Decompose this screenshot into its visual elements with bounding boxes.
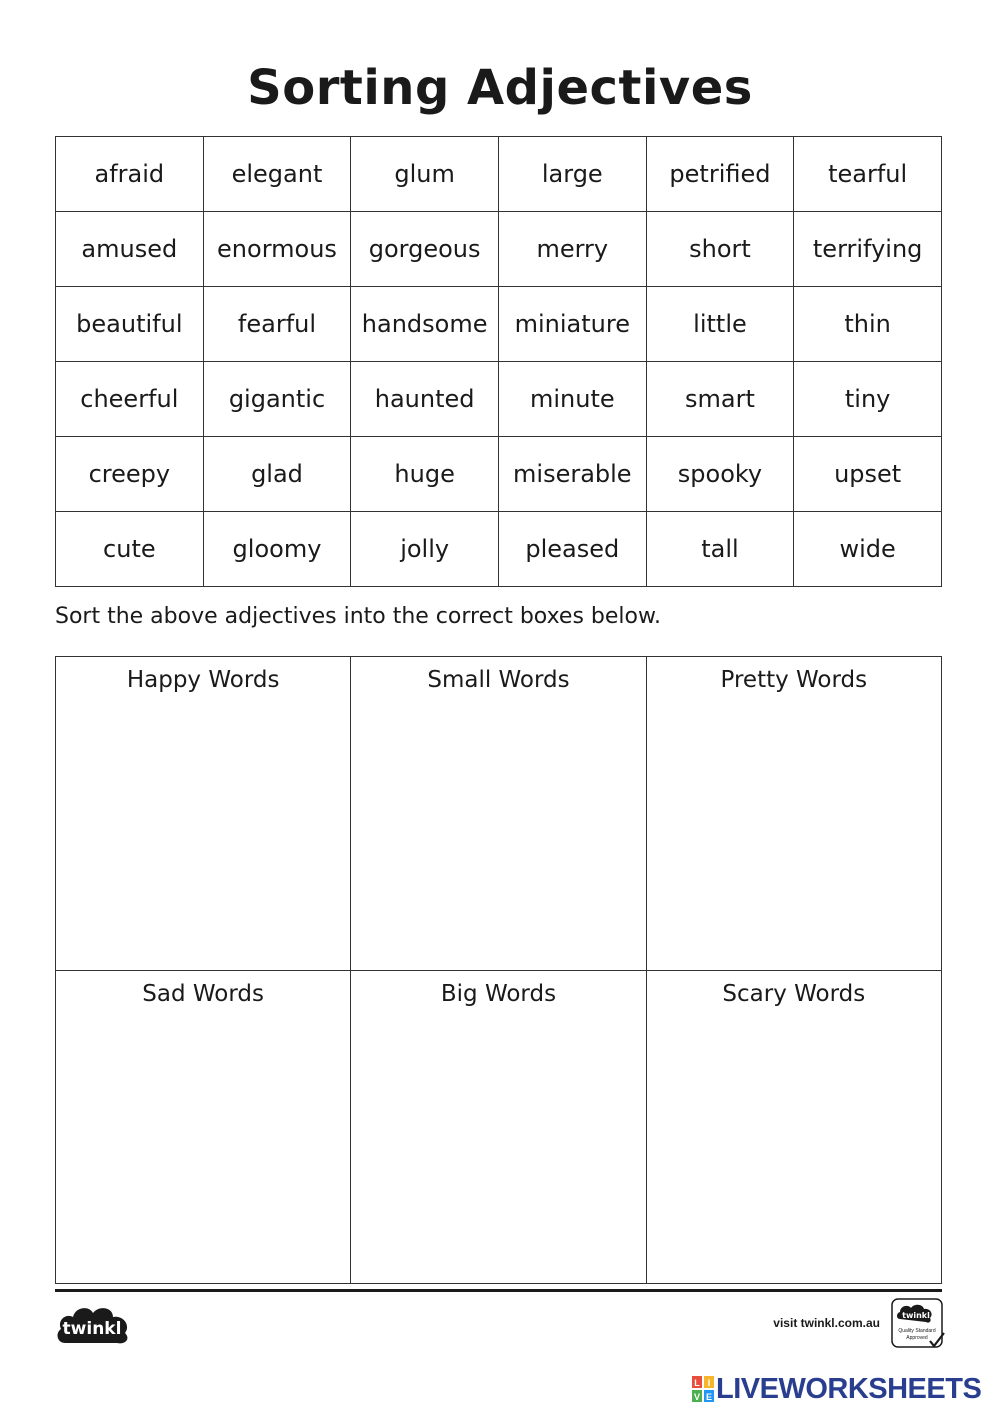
box-heading: Big Words	[440, 980, 557, 1007]
word-row	[56, 287, 942, 362]
word-cell[interactable]: miserable	[498, 437, 646, 512]
liveworksheets-wordmark: LIVEWORKSHEETS	[716, 1372, 982, 1405]
brand-mark-letter: V	[693, 1392, 701, 1402]
sort-row	[56, 970, 942, 1284]
word-cell[interactable]: cute	[56, 512, 204, 587]
twinkl-cloud-logo	[55, 1303, 131, 1347]
logo-text: twinkl	[62, 1319, 122, 1339]
badge-logo-text: twinkl	[902, 1311, 930, 1320]
word-cell[interactable]: haunted	[351, 362, 499, 437]
visit-url-text[interactable]: visit twinkl.com.au	[773, 1316, 880, 1330]
word-cell[interactable]: upset	[794, 437, 942, 512]
word-row	[56, 137, 942, 212]
pretty-words-box[interactable]	[646, 657, 941, 971]
word-row	[56, 437, 942, 512]
word-cell[interactable]: tall	[646, 512, 794, 587]
box-heading: Small Words	[427, 667, 570, 693]
word-cell[interactable]: gorgeous	[351, 212, 499, 287]
box-heading: Pretty Words	[720, 667, 868, 693]
brand-mark-letter: L	[694, 1378, 700, 1388]
word-row	[56, 512, 942, 587]
small-words-box[interactable]	[351, 657, 646, 971]
word-cell[interactable]: jolly	[351, 512, 499, 587]
word-cell[interactable]: spooky	[646, 437, 794, 512]
word-cell[interactable]: gigantic	[203, 362, 351, 437]
word-row	[56, 212, 942, 287]
word-cell[interactable]: terrifying	[794, 212, 942, 287]
word-cell[interactable]: handsome	[351, 287, 499, 362]
word-cell[interactable]: pleased	[498, 512, 646, 587]
badge-text-line: Approved	[906, 1335, 928, 1341]
quality-standard-approved-badge	[890, 1297, 946, 1351]
word-cell[interactable]: cheerful	[56, 362, 204, 437]
badge-text-line: Quality Standard	[898, 1328, 936, 1334]
sad-words-box[interactable]	[56, 970, 351, 1284]
box-heading: Happy Words	[126, 667, 280, 693]
brand-mark-letter: I	[707, 1378, 711, 1388]
sorting-boxes-table	[55, 656, 942, 1284]
word-cell[interactable]: thin	[794, 287, 942, 362]
instruction-text: Sort the above adjectives into the correct boxes below.	[55, 604, 661, 629]
word-cell[interactable]: glum	[351, 137, 499, 212]
word-cell[interactable]: huge	[351, 437, 499, 512]
word-cell[interactable]: smart	[646, 362, 794, 437]
word-cell[interactable]: tearful	[794, 137, 942, 212]
word-cell[interactable]: gloomy	[203, 512, 351, 587]
word-cell[interactable]: tiny	[794, 362, 942, 437]
word-cell[interactable]: beautiful	[56, 287, 204, 362]
page-title: Sorting Adjectives	[247, 60, 753, 116]
word-cell[interactable]: miniature	[498, 287, 646, 362]
word-cell[interactable]: petrified	[646, 137, 794, 212]
word-row	[56, 362, 942, 437]
word-cell[interactable]: elegant	[203, 137, 351, 212]
liveworksheets-icon	[692, 1376, 714, 1402]
brand-mark-letter: E	[705, 1392, 713, 1402]
word-cell[interactable]: fearful	[203, 287, 351, 362]
scary-words-box[interactable]	[646, 970, 941, 1284]
box-heading: Scary Words	[722, 980, 866, 1007]
box-heading: Sad Words	[142, 980, 265, 1007]
word-cell[interactable]: creepy	[56, 437, 204, 512]
big-words-box[interactable]	[351, 970, 646, 1284]
word-bank-table	[55, 136, 942, 587]
word-cell[interactable]: little	[646, 287, 794, 362]
liveworksheets-brand[interactable]	[692, 1373, 981, 1405]
word-cell[interactable]: enormous	[203, 212, 351, 287]
word-cell[interactable]: amused	[56, 212, 204, 287]
word-cell[interactable]: large	[498, 137, 646, 212]
word-cell[interactable]: merry	[498, 212, 646, 287]
word-cell[interactable]: minute	[498, 362, 646, 437]
sort-row	[56, 657, 942, 971]
word-cell[interactable]: afraid	[56, 137, 204, 212]
footer-divider	[55, 1289, 942, 1292]
word-cell[interactable]: wide	[794, 512, 942, 587]
word-cell[interactable]: short	[646, 212, 794, 287]
happy-words-box[interactable]	[56, 657, 351, 971]
word-cell[interactable]: glad	[203, 437, 351, 512]
